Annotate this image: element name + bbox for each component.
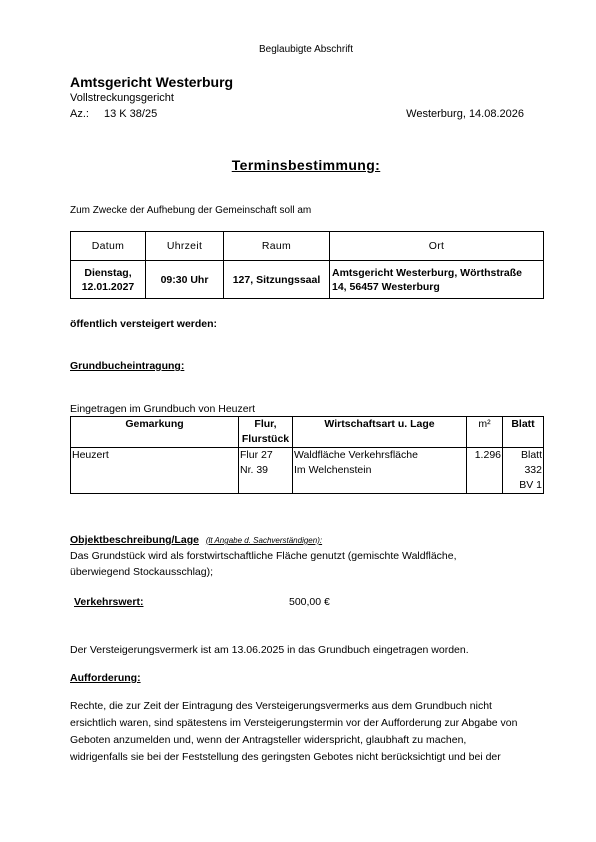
grundbuch-table-header — [71, 417, 544, 448]
cell-flur — [239, 448, 293, 494]
header-flur-line-2: Flurstück — [241, 433, 290, 445]
grundbuch-heading: Grundbucheintragung: — [70, 360, 185, 372]
header-flur — [239, 417, 293, 448]
page-title: Terminsbestimmung: — [231, 157, 381, 173]
header-ort: Ort — [330, 232, 544, 261]
verkehrswert-value: 500,00 € — [289, 596, 330, 608]
document-header-label: Beglaubigte Abschrift — [259, 44, 353, 55]
cell-ort — [330, 261, 544, 299]
case-number: 13 K 38/25 — [104, 108, 158, 120]
objekt-heading-line — [70, 534, 322, 546]
grundbuch-table-row — [71, 448, 544, 494]
header-blatt: Blatt — [503, 417, 544, 448]
grundbuch-table — [70, 416, 544, 494]
wirtschaftsart-line-1: Waldfläche Verkehrsfläche — [294, 449, 418, 461]
cell-datum — [71, 261, 146, 299]
ort-line-1: Amtsgericht Westerburg, Wörthstraße — [332, 266, 522, 279]
cell-gemarkung: Heuzert — [71, 448, 239, 494]
cell-wirtschaftsart — [293, 448, 467, 494]
blatt-line-3: BV 1 — [519, 479, 542, 491]
header-raum: Raum — [224, 232, 330, 261]
flur-line-2: Nr. 39 — [240, 464, 269, 476]
court-name: Amtsgericht Westerburg — [70, 74, 234, 90]
aufforderung-heading: Aufforderung: — [70, 672, 141, 684]
objekt-description-line-1: Das Grundstück wird als forstwirtschaftliche Fläche genutzt (gemischte Waldfläche, — [70, 550, 457, 562]
aufforderung-line-3: Geboten anzumelden und, wenn der Antragsteller widerspricht, glaubhaft zu machen, — [70, 734, 467, 746]
blatt-line-2: 332 — [524, 464, 542, 476]
cell-raum: 127, Sitzungssaal — [224, 261, 330, 299]
blatt-line-1: Blatt — [520, 449, 542, 461]
appointment-table-header — [71, 232, 544, 261]
verkehrswert-label: Verkehrswert: — [74, 596, 144, 608]
header-m2: m² — [467, 417, 503, 448]
header-wirtschaftsart: Wirtschaftsart u. Lage — [293, 417, 467, 448]
flur-line-1: Flur 27 — [240, 449, 273, 461]
cell-uhrzeit: 09:30 Uhr — [146, 261, 224, 299]
grundbuch-eingetragen: Eingetragen im Grundbuch von Heuzert — [70, 403, 256, 415]
cell-m2: 1.296 — [467, 448, 503, 494]
datum-date: 12.01.2027 — [81, 280, 135, 293]
ort-line-2: 14, 56457 Westerburg — [332, 280, 440, 293]
objekt-note: (lt Angabe d. Sachverständigen): — [205, 536, 323, 545]
vermerk-text: Der Versteigerungsvermerk ist am 13.06.2025 in das Grundbuch eingetragen worden. — [70, 644, 469, 656]
objekt-heading: Objektbeschreibung/Lage — [70, 534, 199, 546]
header-uhrzeit: Uhrzeit — [146, 232, 224, 261]
objekt-description-line-2: überwiegend Stockausschlag); — [70, 566, 214, 578]
header-datum: Datum — [71, 232, 146, 261]
cell-blatt — [503, 448, 544, 494]
court-division: Vollstreckungsgericht — [70, 92, 174, 104]
appointment-table-row — [71, 261, 544, 299]
auction-text: öffentlich versteigert werden: — [70, 318, 218, 330]
header-flur-line-1: Flur, — [254, 418, 277, 430]
aufforderung-line-2: ersichtlich waren, sind spätestens im Versteigerungstermin vor der Aufforderung zur Abgabe von — [70, 717, 518, 729]
appointment-table — [70, 231, 544, 299]
intro-text: Zum Zwecke der Aufhebung der Gemeinschaft soll am — [70, 205, 312, 216]
datum-weekday: Dienstag, — [84, 266, 132, 279]
place-date: Westerburg, 14.08.2026 — [406, 108, 524, 120]
header-gemarkung: Gemarkung — [71, 417, 239, 448]
aufforderung-text — [70, 698, 545, 766]
aufforderung-line-4: widrigenfalls sie bei der Feststellung des geringsten Gebotes nicht berücksichtigt und bei der — [70, 751, 501, 763]
wirtschaftsart-line-2: Im Welchenstein — [294, 464, 372, 476]
case-number-label: Az.: — [70, 108, 89, 120]
aufforderung-line-1: Rechte, die zur Zeit der Eintragung des Versteigerungsvermerks aus dem Grundbuch nicht — [70, 700, 492, 712]
